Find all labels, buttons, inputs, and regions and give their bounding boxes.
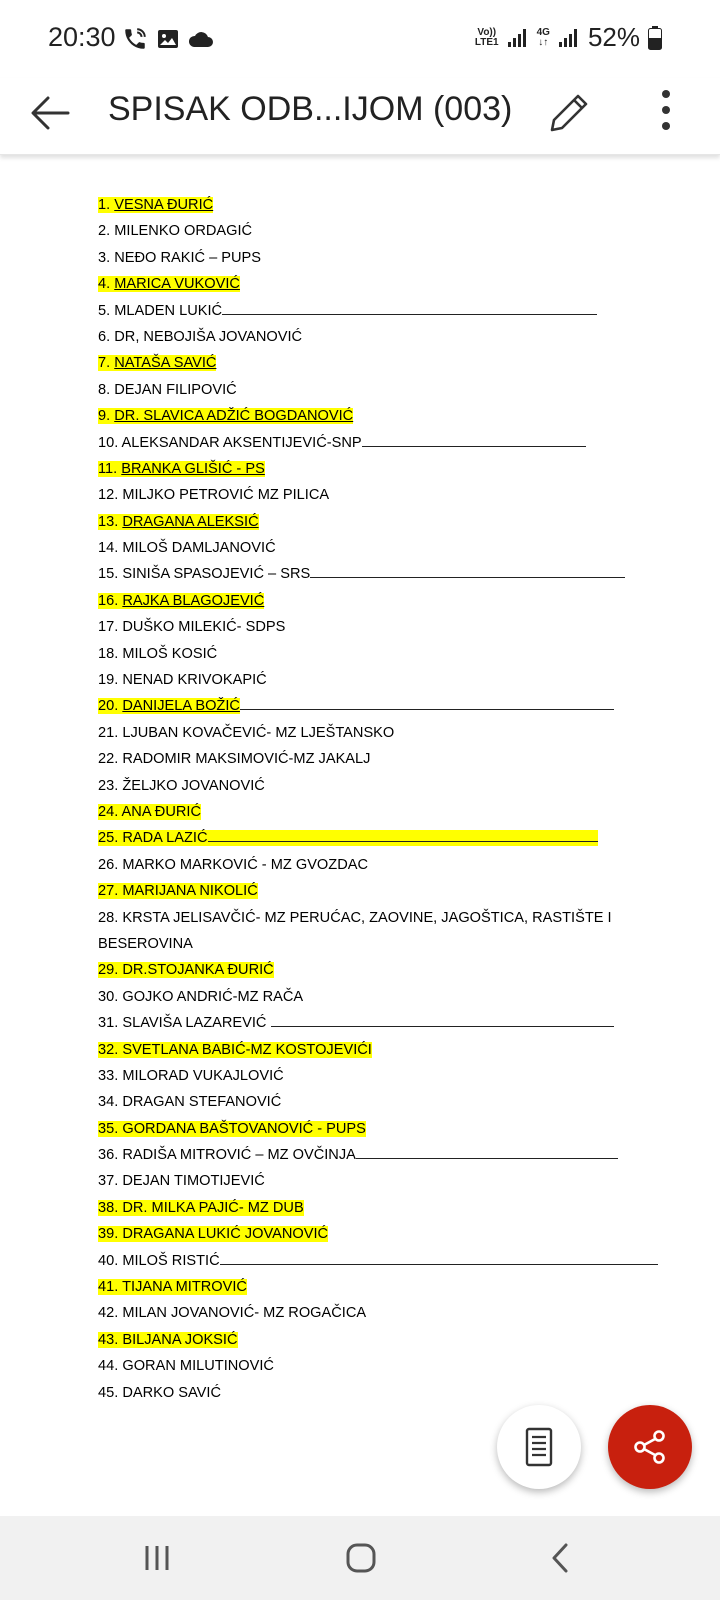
highlight bbox=[98, 1332, 238, 1348]
navigation-bar bbox=[0, 1516, 720, 1600]
item-name: DARKO SAVIĆ bbox=[122, 1384, 222, 1401]
list-item bbox=[98, 1274, 658, 1300]
item-number: 43. bbox=[98, 1331, 123, 1348]
item-number: 8. bbox=[98, 381, 115, 398]
list-item bbox=[98, 377, 658, 403]
back-button[interactable] bbox=[26, 88, 76, 138]
document-icon bbox=[522, 1427, 556, 1467]
list-item bbox=[98, 430, 658, 456]
status-bar bbox=[0, 0, 720, 78]
item-number: 39. bbox=[98, 1226, 123, 1243]
list-item bbox=[98, 746, 658, 772]
item-name: RADOMIR MAKSIMOVIĆ-MZ JAKALJ bbox=[122, 751, 371, 768]
list-item bbox=[98, 1221, 658, 1247]
item-name: MILENKO ORDAGIĆ bbox=[114, 223, 253, 240]
item-name: MILOŠ DAMLJANOVIĆ bbox=[122, 540, 276, 557]
share-icon bbox=[630, 1427, 670, 1467]
item-name: DR. SLAVICA ADŽIĆ BOGDANOVIĆ bbox=[114, 408, 354, 425]
name-list bbox=[98, 192, 658, 1406]
list-item bbox=[98, 1248, 658, 1274]
item-number: 44. bbox=[98, 1358, 123, 1375]
item-name: DUŠKO MILEKIĆ- SDPS bbox=[122, 619, 286, 636]
item-name: ŽELJKO JOVANOVIĆ bbox=[122, 777, 265, 794]
item-number: 4. bbox=[98, 276, 115, 293]
item-number: 14. bbox=[98, 540, 123, 557]
list-item bbox=[98, 218, 658, 244]
phone-wifi-call-icon bbox=[122, 26, 148, 52]
highlight bbox=[98, 830, 598, 846]
item-name: MARIJANA NIKOLIĆ bbox=[122, 883, 258, 900]
item-number: 17. bbox=[98, 619, 123, 636]
list-item bbox=[98, 192, 658, 218]
list-item bbox=[98, 561, 658, 587]
highlight bbox=[98, 804, 201, 820]
item-number: 2. bbox=[98, 223, 115, 240]
list-item bbox=[98, 324, 658, 350]
more-vertical-icon bbox=[646, 84, 686, 140]
item-number: 9. bbox=[98, 408, 115, 425]
signature-line bbox=[220, 1250, 658, 1265]
item-number: 15. bbox=[98, 566, 123, 583]
item-name: MILJKO PETROVIĆ MZ PILICA bbox=[122, 487, 330, 504]
item-name: DEJAN FILIPOVIĆ bbox=[114, 381, 237, 398]
list-item bbox=[98, 271, 658, 297]
list-item bbox=[98, 1116, 658, 1142]
list-item bbox=[98, 535, 658, 561]
back-nav-button[interactable] bbox=[526, 1530, 596, 1586]
item-name: TIJANA MITROVIĆ bbox=[122, 1279, 247, 1296]
item-number: 12. bbox=[98, 487, 123, 504]
list-item bbox=[98, 720, 658, 746]
item-number: 26. bbox=[98, 856, 123, 873]
recent-apps-button[interactable] bbox=[122, 1530, 192, 1586]
list-item bbox=[98, 245, 658, 271]
item-number: 36. bbox=[98, 1147, 123, 1164]
reading-mode-button[interactable] bbox=[497, 1405, 581, 1489]
item-name: SINIŠA SPASOJEVIĆ – SRS bbox=[122, 566, 311, 583]
item-name: ALEKSANDAR AKSENTIJEVIĆ-SNP bbox=[121, 434, 362, 451]
item-number: 34. bbox=[98, 1094, 123, 1111]
item-number: 1. bbox=[98, 197, 115, 213]
list-item bbox=[98, 1010, 658, 1036]
item-number: 42. bbox=[98, 1305, 123, 1322]
list-item bbox=[98, 1142, 658, 1168]
chevron-left-icon bbox=[546, 1542, 576, 1574]
item-number: 16. bbox=[98, 592, 123, 609]
item-number: 11. bbox=[98, 460, 122, 477]
gallery-icon bbox=[156, 27, 180, 51]
arrow-left-icon bbox=[26, 88, 76, 138]
item-number: 21. bbox=[98, 724, 123, 741]
item-number: 31. bbox=[98, 1015, 123, 1032]
list-item bbox=[98, 852, 658, 878]
list-item bbox=[98, 298, 658, 324]
item-name: SLAVIŠA LAZAREVIĆ bbox=[122, 1015, 271, 1032]
highlight bbox=[98, 883, 258, 899]
document-page bbox=[0, 156, 720, 1514]
item-number: 30. bbox=[98, 988, 123, 1005]
list-item bbox=[98, 1327, 658, 1353]
item-number: 23. bbox=[98, 777, 123, 794]
item-name: LJUBAN KOVAČEVIĆ- MZ LJEŠTANSKO bbox=[122, 724, 395, 741]
item-name: GORAN MILUTINOVIĆ bbox=[122, 1358, 274, 1375]
signal-icon bbox=[507, 28, 529, 48]
item-name: MARICA VUKOVIĆ bbox=[114, 276, 240, 293]
item-number: 7. bbox=[98, 355, 115, 372]
item-name: NENAD KRIVOKAPIĆ bbox=[122, 672, 267, 689]
home-button[interactable] bbox=[326, 1530, 396, 1586]
signature-line bbox=[356, 1144, 618, 1159]
item-name: GORDANA BAŠTOVANOVIĆ - PUPS bbox=[122, 1120, 366, 1137]
list-item bbox=[98, 878, 658, 904]
item-name: DRAGANA ALEKSIĆ bbox=[122, 513, 259, 530]
item-number: 33. bbox=[98, 1067, 123, 1084]
signature-line bbox=[362, 432, 586, 447]
item-number: 10. bbox=[98, 434, 122, 451]
item-name: GOJKO ANDRIĆ-MZ RAČA bbox=[122, 988, 304, 1005]
item-name: DR, NEBOJIŠA JOVANOVIĆ bbox=[114, 328, 303, 345]
item-name: RAJKA BLAGOJEVIĆ bbox=[122, 592, 265, 609]
list-item bbox=[98, 588, 658, 614]
signature-line bbox=[271, 1012, 614, 1027]
item-name: RADA LAZIĆ bbox=[122, 830, 208, 847]
item-number: 5. bbox=[98, 302, 115, 319]
item-name: MILOŠ KOSIĆ bbox=[122, 645, 218, 662]
battery-icon bbox=[648, 26, 662, 50]
signature-line bbox=[240, 695, 614, 710]
list-item bbox=[98, 350, 658, 376]
item-number: 3. bbox=[98, 249, 115, 266]
item-number: 6. bbox=[98, 328, 115, 345]
home-icon bbox=[345, 1542, 377, 1574]
highlight bbox=[98, 1226, 328, 1242]
item-number: 40. bbox=[98, 1252, 123, 1269]
item-number: 41. bbox=[98, 1279, 123, 1296]
list-item bbox=[98, 641, 658, 667]
list-item bbox=[98, 1089, 658, 1115]
signature-line bbox=[310, 563, 625, 578]
list-item bbox=[98, 825, 658, 851]
item-name: RADIŠA MITROVIĆ – MZ OVČINJA bbox=[122, 1147, 356, 1164]
item-number: 19. bbox=[98, 672, 123, 689]
item-name: SVETLANA BABIĆ-MZ KOSTOJEVIĆI bbox=[122, 1041, 372, 1058]
item-name: ANA ĐURIĆ bbox=[121, 803, 202, 820]
list-item bbox=[98, 509, 658, 535]
item-name: MARKO MARKOVIĆ - MZ GVOZDAC bbox=[122, 856, 369, 873]
share-button[interactable] bbox=[608, 1405, 692, 1489]
item-number: 37. bbox=[98, 1173, 123, 1190]
highlight bbox=[98, 1200, 304, 1216]
item-number: 32. bbox=[98, 1041, 123, 1058]
item-number: 18. bbox=[98, 645, 123, 662]
volte-indicator: Vo)) LTE1 bbox=[474, 26, 499, 48]
item-name: BILJANA JOKSIĆ bbox=[122, 1331, 238, 1348]
item-name: DEJAN TIMOTIJEVIĆ bbox=[122, 1173, 265, 1190]
list-item bbox=[98, 799, 658, 825]
highlight bbox=[98, 1121, 366, 1137]
signature-line bbox=[208, 827, 598, 842]
list-item bbox=[98, 403, 658, 429]
item-number: 20. bbox=[98, 698, 123, 715]
item-name: NATAŠA SAVIĆ bbox=[114, 355, 217, 372]
list-item bbox=[98, 693, 658, 719]
list-item bbox=[98, 1300, 658, 1326]
list-item bbox=[98, 1380, 658, 1406]
item-number: 13. bbox=[98, 513, 123, 530]
edit-button[interactable] bbox=[544, 84, 592, 140]
item-name: KRSTA JELISAVČIĆ- MZ PERUĆAC, ZAOVINE, JAGOŠTICA, RASTIŠTE I BESEROVINA bbox=[98, 909, 612, 952]
list-item bbox=[98, 1063, 658, 1089]
item-number: 28. bbox=[98, 909, 123, 926]
item-number: 24. bbox=[98, 803, 122, 820]
highlight bbox=[98, 1279, 247, 1295]
recent-apps-icon bbox=[142, 1543, 172, 1573]
item-number: 45. bbox=[98, 1384, 123, 1401]
item-name: DR. MILKA PAJIĆ- MZ DUB bbox=[122, 1199, 304, 1216]
more-options-button[interactable] bbox=[646, 84, 686, 140]
4g-indicator: 4G ↓↑ bbox=[536, 26, 550, 48]
item-name: DR.STOJANKA ĐURIĆ bbox=[122, 962, 274, 979]
item-name: NEĐO RAKIĆ – PUPS bbox=[114, 249, 262, 266]
item-number: 29. bbox=[98, 962, 123, 979]
list-item bbox=[98, 614, 658, 640]
status-time: 20:30 bbox=[48, 22, 116, 52]
signal-icon bbox=[558, 28, 580, 48]
document-title: SPISAK ODB...IJOM (003) bbox=[108, 90, 513, 128]
item-number: 25. bbox=[98, 830, 123, 847]
list-item bbox=[98, 905, 618, 958]
list-item bbox=[98, 1195, 658, 1221]
list-item bbox=[98, 1353, 658, 1379]
highlight bbox=[98, 962, 274, 978]
battery-percent: 52% bbox=[587, 22, 640, 52]
list-item bbox=[98, 1037, 658, 1063]
list-item bbox=[98, 984, 658, 1010]
item-number: 38. bbox=[98, 1199, 123, 1216]
item-number: 22. bbox=[98, 751, 123, 768]
item-name: DRAGAN STEFANOVIĆ bbox=[122, 1094, 282, 1111]
item-name: MILORAD VUKAJLOVIĆ bbox=[122, 1067, 284, 1084]
item-name: DANIJELA BOŽIĆ bbox=[122, 698, 240, 715]
list-item bbox=[98, 482, 658, 508]
cloud-icon bbox=[188, 28, 214, 50]
list-item bbox=[98, 667, 658, 693]
item-name: MILAN JOVANOVIĆ- MZ ROGAČICA bbox=[122, 1305, 367, 1322]
list-item bbox=[98, 773, 658, 799]
pencil-icon bbox=[544, 84, 592, 140]
item-name: DRAGANA LUKIĆ JOVANOVIĆ bbox=[122, 1226, 329, 1243]
item-number: 35. bbox=[98, 1120, 123, 1137]
list-item bbox=[98, 456, 658, 482]
list-item bbox=[98, 1168, 658, 1194]
item-number: 27. bbox=[98, 883, 123, 900]
list-item bbox=[98, 957, 658, 983]
item-name: MILOŠ RISTIĆ bbox=[122, 1252, 220, 1269]
item-name: VESNA ĐURIĆ bbox=[114, 197, 214, 213]
app-bar bbox=[0, 78, 720, 155]
signature-line bbox=[222, 300, 597, 315]
item-name: MLADEN LUKIĆ bbox=[114, 302, 223, 319]
item-name: BRANKA GLIŠIĆ - PS bbox=[121, 460, 265, 477]
